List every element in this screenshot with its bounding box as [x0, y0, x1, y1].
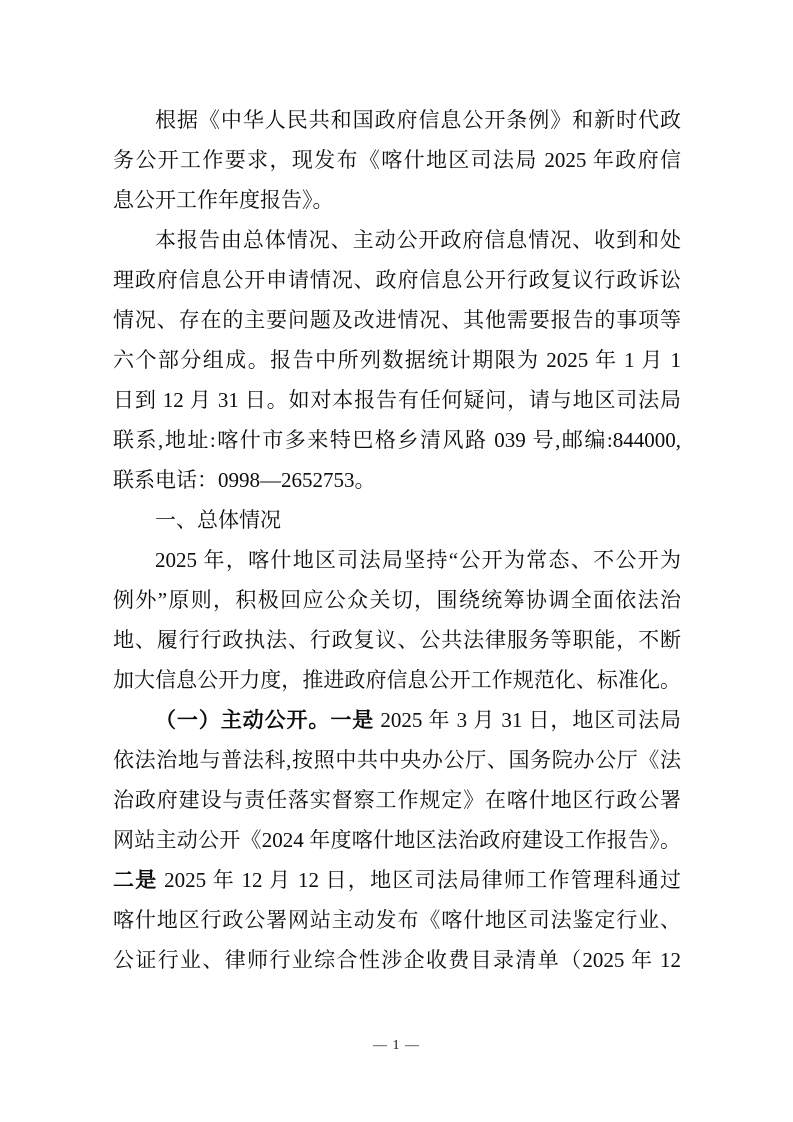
text-run: 加大信息公开力度，推进政府信息公开工作规范化、标准化。 — [113, 668, 681, 692]
text-run: 本报告由总体情况、主动公开政府信息情况、收到和处 — [155, 228, 681, 252]
bold-text-run: （一）主动公开。一是 — [155, 708, 375, 732]
proactive-disclosure-paragraph-line — [113, 820, 681, 860]
text-run: 六个部分组成。报告中所列数据统计期限为 2025 年 1 月 1 — [113, 348, 681, 372]
text-run: 一、总体情况 — [155, 508, 281, 532]
proactive-disclosure-paragraph-line — [113, 900, 681, 940]
bold-text-run: 二是 — [113, 868, 158, 892]
section-1-body-line — [113, 580, 681, 620]
proactive-disclosure-paragraph-line — [113, 740, 681, 780]
proactive-disclosure-paragraph-line — [113, 700, 681, 740]
text-run: 治政府建设与责任落实督察工作规定》在喀什地区行政公署 — [113, 788, 681, 812]
proactive-disclosure-paragraph-line — [113, 940, 681, 980]
overview-paragraph-line — [113, 300, 681, 340]
proactive-disclosure-paragraph-line — [113, 860, 681, 900]
intro-paragraph-line — [113, 180, 681, 220]
text-run: 理政府信息公开申请情况、政府信息公开行政复议行政诉讼 — [113, 268, 681, 292]
text-run: 喀什地区行政公署网站主动发布《喀什地区司法鉴定行业、 — [113, 908, 681, 932]
text-run: 务公开工作要求，现发布《喀什地区司法局 2025 年政府信 — [113, 148, 681, 172]
text-run: 网站主动公开《2024 年度喀什地区法治政府建设工作报告》。 — [113, 828, 681, 852]
text-run: 公证行业、律师行业综合性涉企收费目录清单（2025 年 12 — [113, 948, 681, 972]
document-body — [113, 100, 681, 980]
text-run: 地、履行行政执法、行政复议、公共法律服务等职能，不断 — [113, 628, 681, 652]
proactive-disclosure-paragraph-line — [113, 780, 681, 820]
text-run: 情况、存在的主要问题及改进情况、其他需要报告的事项等 — [113, 308, 681, 332]
overview-paragraph-line — [113, 260, 681, 300]
overview-paragraph-line — [113, 380, 681, 420]
section-1-heading-line — [113, 500, 681, 540]
intro-paragraph-line — [113, 100, 681, 140]
text-run: 根据《中华人民共和国政府信息公开条例》和新时代政 — [155, 108, 681, 132]
overview-paragraph-line — [113, 420, 681, 460]
text-run: 2025 年 3 月 31 日，地区司法局 — [374, 708, 682, 732]
text-run: 2025 年 12 月 12 日，地区司法局律师工作管理科通过 — [157, 868, 682, 892]
text-run: 2025 年，喀什地区司法局坚持“公开为常态、不公开为 — [155, 548, 681, 572]
overview-paragraph-line — [113, 220, 681, 260]
page-number: — 1 — — [373, 1038, 420, 1053]
intro-paragraph-line — [113, 140, 681, 180]
text-run: 日到 12 月 31 日。如对本报告有任何疑问，请与地区司法局 — [113, 388, 681, 412]
section-1-body-line — [113, 620, 681, 660]
text-run: 依法治地与普法科,按照中共中央办公厅、国务院办公厅《法 — [113, 748, 681, 772]
text-run: 联系,地址:喀什市多来特巴格乡清风路 039 号,邮编:844000, — [113, 428, 681, 452]
text-run: 例外”原则，积极回应公众关切，围绕统筹协调全面依法治 — [113, 588, 681, 612]
overview-paragraph-line — [113, 340, 681, 380]
section-1-body-line — [113, 660, 681, 700]
section-1-body-line — [113, 540, 681, 580]
text-run: 息公开工作年度报告》。 — [113, 188, 334, 212]
text-run: 联系电话：0998—2652753。 — [113, 468, 376, 492]
overview-paragraph-line — [113, 460, 681, 500]
